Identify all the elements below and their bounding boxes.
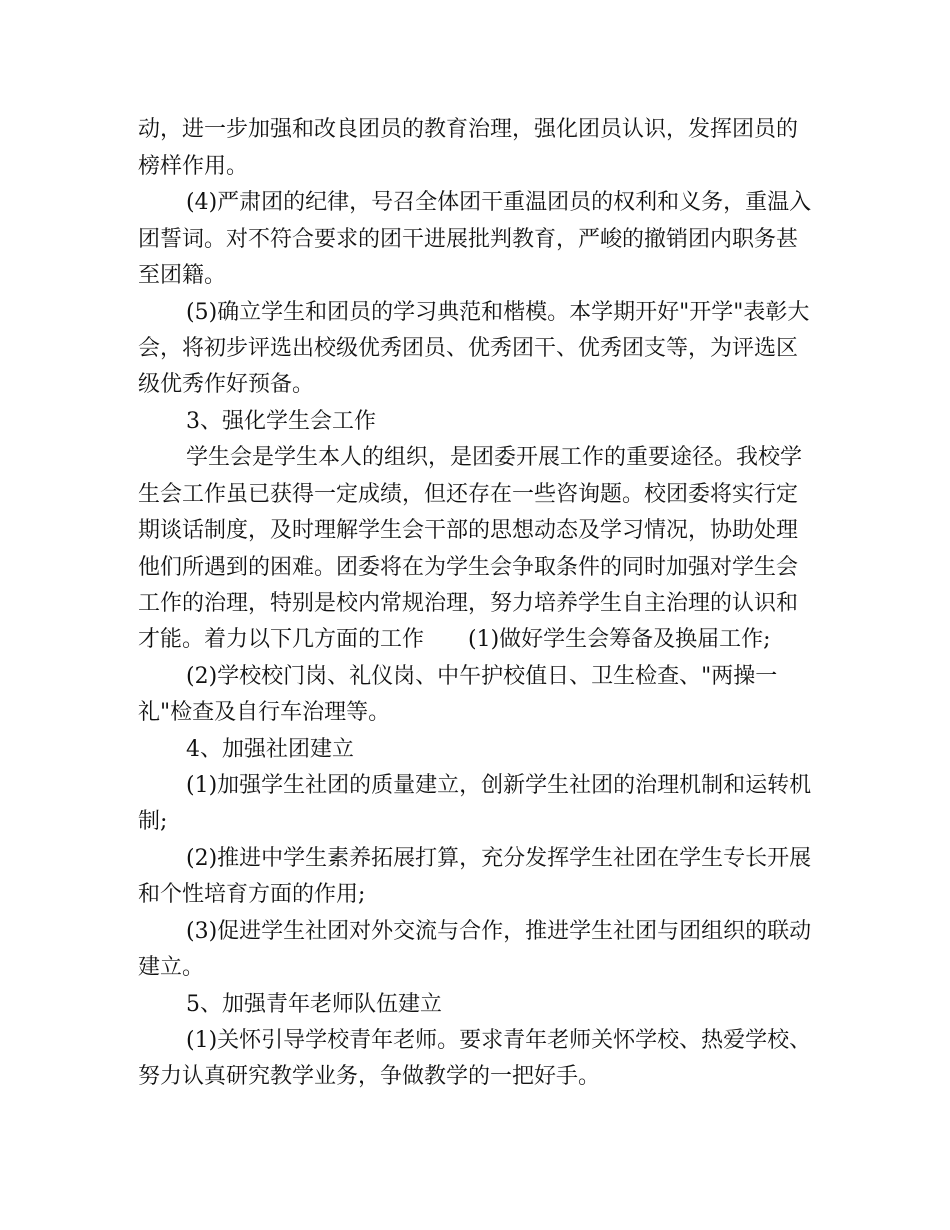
text-line: 他们所遇到的困难。团委将在为学生会争取条件的同时加强对学生会 xyxy=(138,555,799,580)
text-line: 动，进一步加强和改良团员的教育治理，强化团员认识，发挥团员的 xyxy=(138,117,799,142)
text-line: 工作的治理，特别是校内常规治理，努力培养学生自主治理的认识和 xyxy=(138,591,799,616)
text-line: (2)推进中学生素养拓展打算，充分发挥学生社团在学生专长开展 xyxy=(186,846,812,871)
section-heading: 4、加强社团建立 xyxy=(186,737,354,762)
text-line: (2)学校校门岗、礼仪岗、中午护校值日、卫生检查、"两操一 xyxy=(186,664,778,689)
text-line: 和个性培育方面的作用; xyxy=(138,882,366,907)
text-line: 礼"检查及自行车治理等。 xyxy=(138,700,391,725)
text-line: (1)关怀引导学校青年老师。要求青年老师关怀学校、热爱学校、 xyxy=(186,1028,812,1053)
text-line: 才能。着力以下几方面的工作 (1)做好学生会筹备及换届工作; xyxy=(138,627,771,652)
text-line: 至团籍。 xyxy=(138,263,227,288)
text-line: 努力认真研究教学业务，争做教学的一把好手。 xyxy=(138,1064,601,1089)
section-heading: 5、加强青年老师队伍建立 xyxy=(186,992,442,1017)
text-line: 团誓词。对不符合要求的团干进展批判教育，严峻的撤销团内职务甚 xyxy=(138,227,799,252)
text-line: 榜样作用。 xyxy=(138,154,249,179)
text-line: 生会工作虽已获得一定成绩，但还存在一些咨询题。校团委将实行定 xyxy=(138,482,799,507)
text-line: (1)加强学生社团的质量建立，创新学生社团的治理机制和运转机 xyxy=(186,773,812,798)
text-line: (4)严肃团的纪律，号召全体团干重温团员的权利和义务，重温入 xyxy=(186,190,812,215)
text-line: 建立。 xyxy=(138,955,205,980)
text-line: 学生会是学生本人的组织，是团委开展工作的重要途径。我校学 xyxy=(186,445,803,470)
text-line: 期谈话制度，及时理解学生会干部的思想动态及学习情况，协助处理 xyxy=(138,518,799,543)
text-line: 制; xyxy=(138,809,168,834)
text-line: (3)促进学生社团对外交流与合作，推进学生社团与团组织的联动 xyxy=(186,919,812,944)
text-line: 会，将初步评选出校级优秀团员、优秀团干、优秀团支等，为评选区 xyxy=(138,336,799,361)
text-line: (5)确立学生和团员的学习典范和楷模。本学期开好"开学"表彰大 xyxy=(186,300,810,325)
text-line: 级优秀作好预备。 xyxy=(138,372,315,397)
section-heading: 3、强化学生会工作 xyxy=(186,409,376,434)
